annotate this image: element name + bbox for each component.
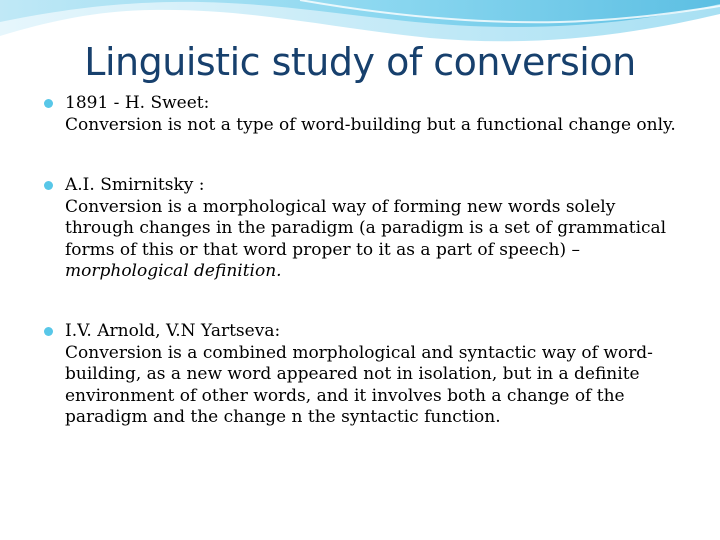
- item-heading: 1891 - H. Sweet:: [65, 93, 210, 113]
- list-item: [44, 174, 684, 283]
- list-item: [44, 92, 684, 137]
- bullet-icon: [44, 327, 53, 336]
- bullet-icon: [44, 181, 53, 190]
- item-text-main: Conversion is a morphological way of forming new words solely through changes in the paradigm (a paradigm is a set of grammatical forms of this or that word proper to it as a part of speech) –: [65, 196, 667, 260]
- slide-title: Linguistic study of conversion: [84, 40, 636, 84]
- list-item: [44, 320, 684, 429]
- item-heading: I.V. Arnold, V.N Yartseva:: [65, 320, 281, 341]
- item-text: Conversion is a combined morphological and syntactic way of word-building, as a new word appeared not in isolation, but in a definite environment of other words, and it involves both a change of the paradigm and the change n the syntactic function.: [65, 342, 653, 427]
- bullet-icon: [44, 99, 53, 108]
- item-text: [65, 197, 684, 283]
- item-text: Conversion is not a type of word-building but a functional change only.: [65, 115, 676, 135]
- item-emphasis: morphological definition.: [65, 261, 282, 281]
- item-heading: A.I. Smirnitsky :: [65, 174, 205, 195]
- bullet-list: [44, 92, 684, 429]
